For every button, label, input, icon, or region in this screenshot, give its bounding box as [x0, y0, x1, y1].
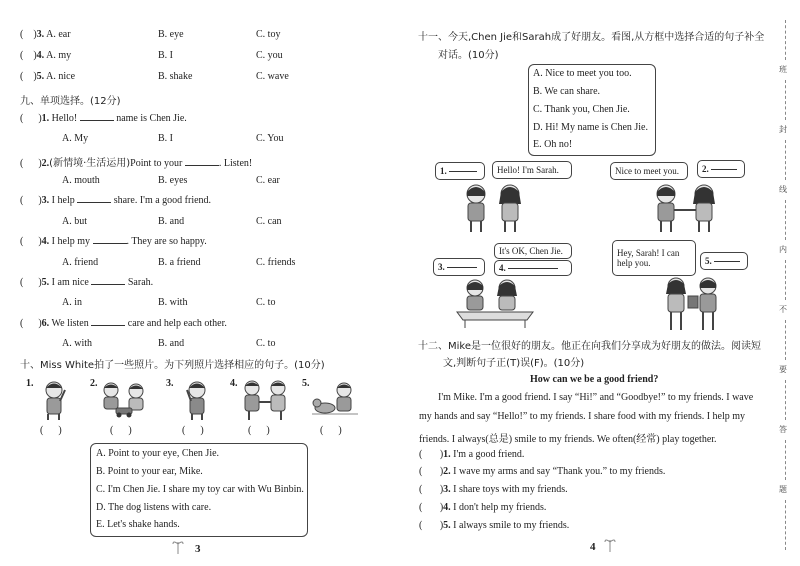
- margin-char: 内: [779, 245, 787, 254]
- answer-paren[interactable]: ( ): [110, 425, 132, 436]
- answer-paren[interactable]: ( ): [320, 425, 342, 436]
- margin-char: 要: [779, 365, 787, 374]
- passage-line-2: my hands and say “Hello!” to my friends. I share food with my friends. I help my: [419, 411, 746, 422]
- sec10-option-a: A. Point to your eye, Chen Jie.: [96, 448, 220, 459]
- margin-char: 题: [779, 485, 787, 494]
- tf-item-2[interactable]: ( )2. I wave my arms and say “Thank you.” to my friends.: [419, 466, 666, 477]
- option-b: B. and: [158, 216, 185, 227]
- passage-title: How can we be a good friend?: [530, 374, 659, 385]
- scene-handshake: [650, 182, 722, 232]
- margin-char: 班: [779, 65, 787, 74]
- margin-char: 不: [779, 305, 787, 314]
- bubble-hey-sarah: Hey, Sarah! I can help you.: [612, 240, 696, 276]
- option-a: A. My: [62, 133, 89, 144]
- tf-item-5[interactable]: ( )5. I always smile to my friends.: [419, 520, 570, 531]
- option-a: A. mouth: [62, 175, 100, 186]
- photo-kids-toy-car: [98, 380, 150, 420]
- scene-helping: [660, 276, 730, 330]
- option-a: A. in: [62, 297, 82, 308]
- sprout-icon: [604, 536, 616, 552]
- section-12-title: 十二、Mike是一位很好的朋友。他正在向我们分享成为好朋友的做法。阅读短: [418, 341, 761, 352]
- photo-shaking-hands: [240, 378, 290, 420]
- sec10-option-c: C. I'm Chen Jie. I share my toy car with Wu Binbin.: [96, 484, 304, 495]
- match-row-4: ( )4. A. my: [20, 50, 72, 61]
- option-b: B. eyes: [158, 175, 188, 186]
- option-c: C. toy: [256, 29, 281, 40]
- q9-1: ( )1. Hello! name is Chen Jie.: [20, 113, 187, 124]
- passage-line-1: I'm Mike. I'm a good friend. I say “Hi!” and “Goodbye!” to my friends. I wave: [438, 392, 754, 403]
- answer-paren[interactable]: ( ): [182, 425, 204, 436]
- bubble-blank-1[interactable]: 1.: [435, 162, 485, 180]
- option-b: B. I: [158, 133, 173, 144]
- option-c: C. to: [256, 338, 276, 349]
- option-c: C. wave: [256, 71, 289, 82]
- bubble-blank-5[interactable]: 5.: [700, 252, 748, 270]
- sprout-icon: [172, 538, 184, 554]
- option-a: A. friend: [62, 257, 99, 268]
- binding-margin: [776, 0, 796, 566]
- sec11-option-b: B. We can share.: [533, 86, 601, 97]
- photo-number: 1.: [26, 378, 34, 389]
- sec11-option-a: A. Nice to meet you too.: [533, 68, 632, 79]
- margin-char: 线: [779, 185, 787, 194]
- page-number: 3: [195, 543, 201, 555]
- option-a: A. but: [62, 216, 87, 227]
- section-10-title: 十、Miss White拍了一些照片。为下列照片选择相应的句子。(10分): [20, 360, 325, 371]
- margin-char: 答: [779, 425, 787, 434]
- section-11-title: 十一、今天,Chen Jie和Sarah成了好朋友。看图,从方框中选择合适的句子补全: [418, 32, 765, 43]
- sec10-option-e: E. Let's shake hands.: [96, 519, 180, 530]
- q9-6: ( )6. We listen care and help each other.: [20, 318, 227, 329]
- option-c: C. to: [256, 297, 276, 308]
- sec11-option-e: E. Oh no!: [533, 139, 573, 150]
- page-number: 4: [590, 541, 596, 553]
- photo-number: 2.: [90, 378, 98, 389]
- q9-5: ( )5. I am nice Sarah.: [20, 277, 154, 288]
- option-c: C. You: [256, 133, 284, 144]
- photo-boy-pointing-eye: [38, 378, 72, 420]
- tf-item-4[interactable]: ( )4. I don't help my friends.: [419, 502, 547, 513]
- passage-line-3: friends. I always(总是) smile to my friends. We often(经常) play together.: [419, 434, 717, 445]
- sec11-option-d: D. Hi! My name is Chen Jie.: [533, 122, 648, 133]
- option-a: A. with: [62, 338, 92, 349]
- option-b: B. and: [158, 338, 185, 349]
- section-11-title-cont: 对话。(10分): [438, 50, 499, 61]
- photo-number: 4.: [230, 378, 238, 389]
- option-c: C. friends: [256, 257, 296, 268]
- option-c: C. ear: [256, 175, 280, 186]
- section-9-title: 九、单项选择。(12分): [20, 96, 121, 107]
- option-b: B. a friend: [158, 257, 201, 268]
- bubble-blank-2[interactable]: 2.: [697, 160, 745, 178]
- margin-char: 封: [779, 125, 787, 134]
- photo-boy-pointing-ear: [180, 378, 214, 420]
- bubble-hello: Hello! I'm Sarah.: [492, 161, 572, 179]
- photo-number: 5.: [302, 378, 310, 389]
- scene-greeting: [458, 182, 530, 232]
- bubble-blank-3[interactable]: 3.: [433, 258, 485, 276]
- match-row-3: ( )3. A. ear: [20, 29, 71, 40]
- option-c: C. you: [256, 50, 283, 61]
- option-b: B. eye: [158, 29, 184, 40]
- answer-paren[interactable]: ( ): [248, 425, 270, 436]
- option-b: B. shake: [158, 71, 193, 82]
- option-c: C. can: [256, 216, 282, 227]
- sec10-option-b: B. Point to your ear, Mike.: [96, 466, 203, 477]
- tf-item-3[interactable]: ( )3. I share toys with my friends.: [419, 484, 568, 495]
- section-12-title-cont: 文,判断句子正(T)误(F)。(10分): [443, 358, 585, 369]
- match-row-5: ( )5. A. nice: [20, 71, 76, 82]
- photo-dog-listening: [312, 380, 358, 420]
- q9-3: ( )3. I help share. I'm a good friend.: [20, 195, 212, 206]
- photo-number: 3.: [166, 378, 174, 389]
- scene-sharing-desk: [455, 278, 535, 328]
- q9-2: ( )2.(新情境·生活运用)Point to your . Listen!: [20, 158, 253, 169]
- option-b: B. I: [158, 50, 173, 61]
- answer-paren[interactable]: ( ): [40, 425, 62, 436]
- option-b: B. with: [158, 297, 188, 308]
- bubble-nice: Nice to meet you.: [610, 162, 688, 180]
- q9-4: ( )4. I help my . They are so happy.: [20, 236, 207, 247]
- bubble-blank-4[interactable]: 4.: [494, 260, 572, 276]
- bubble-its-ok: It's OK, Chen Jie.: [494, 243, 572, 259]
- sec10-option-d: D. The dog listens with care.: [96, 502, 212, 513]
- sec11-option-c: C. Thank you, Chen Jie.: [533, 104, 630, 115]
- tf-item-1[interactable]: ( )1. I'm a good friend.: [419, 449, 525, 460]
